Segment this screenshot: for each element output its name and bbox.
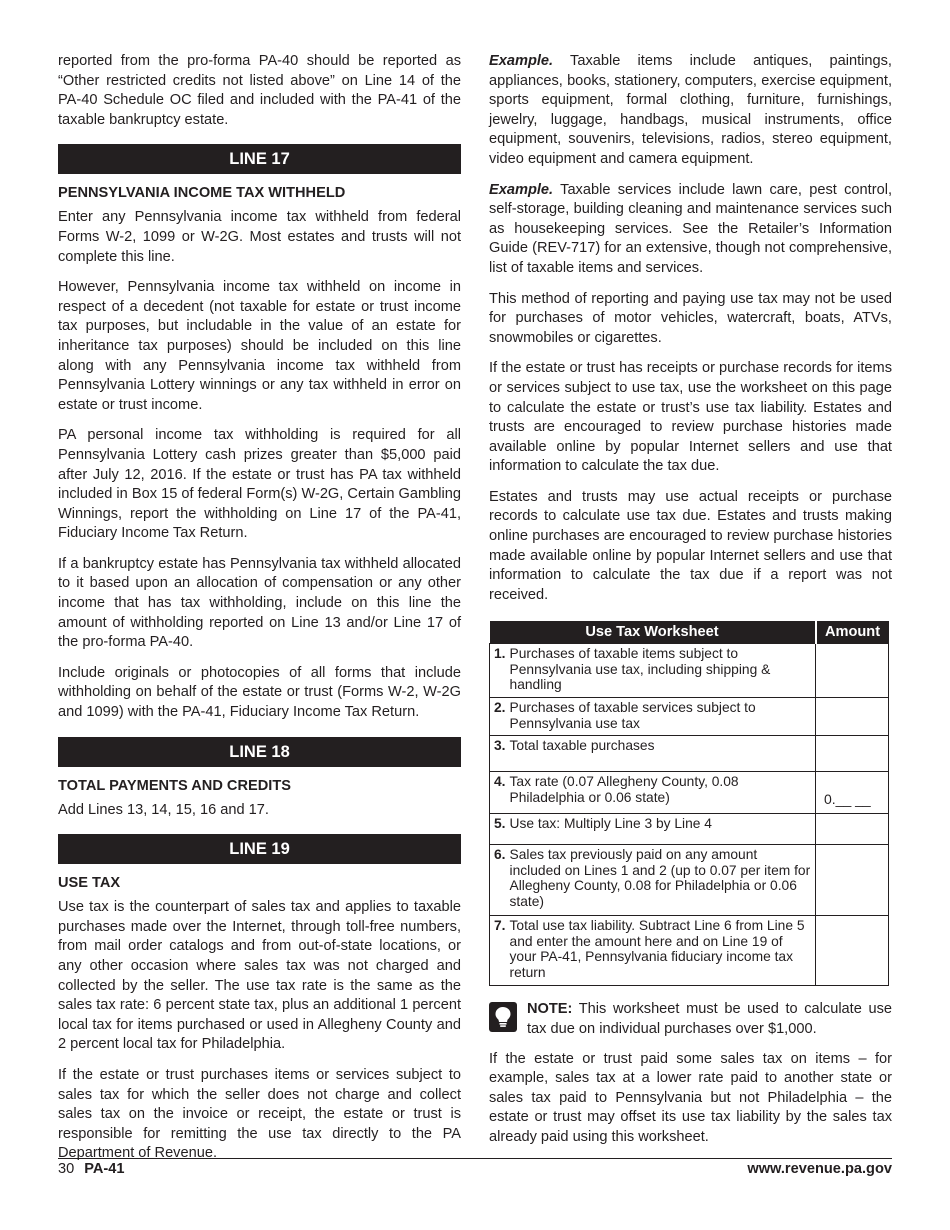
row-description: Tax rate (0.07 Allegheny County, 0.08 Philadelphia or 0.06 state) xyxy=(509,774,739,805)
line-18-paragraph: Add Lines 13, 14, 15, 16 and 17. xyxy=(58,801,269,818)
row-description: Total use tax liability. Subtract Line 6 from Line 5 and enter the amount here and on Line 19 of your PA-41, Pennsylvania fiduciary income tax return xyxy=(509,918,805,980)
footer-left xyxy=(58,1161,125,1177)
worksheet-row xyxy=(490,644,889,698)
amount-field[interactable] xyxy=(816,814,889,845)
line-17-paragraph: However, Pennsylvania income tax withheld on income in respect of a decedent (not taxable for estate or trust income tax purposes, but includable in the value of an estate for inheritance tax purposes) should be included on this line along with any Pennsylvania income tax withheld from Pennsylvania Lottery winnings or any tax withheld in error on estate or trust income. xyxy=(58,279,461,413)
tax-rate-field[interactable]: 0.__ __ xyxy=(816,772,889,814)
right-column xyxy=(489,52,892,1159)
row-description: Purchases of taxable items subject to Pennsylvania use tax, including shipping & handling xyxy=(509,646,771,693)
worksheet-row xyxy=(490,916,889,986)
row-number: 3. xyxy=(494,738,506,754)
body-paragraph: If the estate or trust has receipts or purchase records for items or services subject to use tax, use the worksheet on this page to calculate the estate or trust’s use tax liability. Estates and trusts are encouraged to review purchase histories made available online by popular Internet sellers and use that information to calculate the tax due. xyxy=(489,360,892,475)
note-box xyxy=(489,1000,892,1039)
example-items-paragraph xyxy=(489,52,892,170)
amount-field[interactable] xyxy=(816,845,889,916)
footer-divider xyxy=(58,1158,892,1159)
row-number: 4. xyxy=(494,774,506,790)
example-text: Taxable items include antiques, paintings, appliances, books, stationery, computers, exercise equipment, sports equipment, formal clothing, furniture, furnishings, jewelry, luggage, handbags, musical instruments, office equipment, souvenirs, televisions, radios, stereo equipment, video equipment and camera equipment. xyxy=(489,53,892,167)
amount-field[interactable] xyxy=(816,736,889,772)
line-17-banner: LINE 17 xyxy=(58,144,461,174)
form-id: PA-41 xyxy=(84,1161,125,1177)
line-17-paragraph: Include originals or photocopies of all forms that include withholding on behalf of the estate or trust (Forms W-2, W-2G and 1099) with the PA-41, Fiduciary Income Tax Return. xyxy=(58,664,461,721)
intro-paragraph: reported from the pro-forma PA-40 should be reported as “Other restricted credits not listed above” on Line 14 of the PA-40 Schedule OC filed and included with the PA-41 of the taxable bankruptcy estate. xyxy=(58,53,461,128)
line-17-paragraph: PA personal income tax withholding is required for all Pennsylvania Lottery cash prizes greater than $5,000 paid after July 12, 2016. If the estate or trust has PA tax withheld included in Box 15 of federal Form(s) W-2G, Certain Gambling Winnings, report the withholding on Line 17 of the PA-41, Fiduciary Income Tax Return. xyxy=(58,427,461,542)
amount-header: Amount xyxy=(816,621,889,644)
closing-paragraph: If the estate or trust paid some sales tax on items – for example, sales tax at a lower rate paid to another state or sales tax paid to Pennsylvania but not Philadelphia – the estate or trust may offset its use tax liability by the sales tax already paid using this worksheet. xyxy=(489,1050,892,1145)
worksheet-row xyxy=(490,698,889,736)
line-17-heading: PENNSYLVANIA INCOME TAX WITHHELD xyxy=(58,185,346,202)
footer-website: www.revenue.pa.gov xyxy=(747,1161,892,1177)
worksheet-row xyxy=(490,814,889,845)
example-label: Example. xyxy=(489,181,554,198)
example-services-paragraph xyxy=(489,181,892,279)
worksheet-row xyxy=(490,736,889,772)
line-19-paragraph: Use tax is the counterpart of sales tax and applies to taxable purchases made over the Internet, through toll-free numbers, from mail order catalogs and from out-of-state locations, or any other occasion where sales tax was not charged and collected by the seller. The use tax rate is the same as the sales tax rate: 6 percent state tax, plus an additional 1 percent local tax for items purchased or used in Allegheny County and 2 percent local tax for Philadelphia. xyxy=(58,899,461,1053)
page-number: 30 xyxy=(58,1161,75,1177)
line-18-heading: TOTAL PAYMENTS AND CREDITS xyxy=(58,777,291,794)
amount-field[interactable] xyxy=(816,644,889,698)
note-text xyxy=(527,1000,892,1039)
amount-field[interactable] xyxy=(816,698,889,736)
row-number: 7. xyxy=(494,918,506,934)
amount-field[interactable] xyxy=(816,916,889,986)
row-description: Sales tax previously paid on any amount included on Lines 1 and 2 (up to 0.07 per item for Allegheny County, 0.08 for Philadelphia or 0.06 state) xyxy=(509,847,811,909)
line-17-paragraph: If a bankruptcy estate has Pennsylvania tax withheld allocated to it based upon an allocation of compensation or any other income that has tax withholding, include on this line the amount of withholding reported on Line 13 and/or Line 17 of the pro-forma PA-40. xyxy=(58,555,461,651)
line-19-paragraph: If the estate or trust purchases items or services subject to sales tax for which the seller does not charge and collect sales tax on the invoice or receipt, the estate or trust is responsible for remitting the use tax directly to the PA Department of Revenue. xyxy=(58,1066,461,1162)
line-17-paragraph: Enter any Pennsylvania income tax withheld from federal Forms W-2, 1099 or W-2G. Most estates and trusts will not complete this line. xyxy=(58,209,461,265)
row-description: Purchases of taxable services subject to Pennsylvania use tax xyxy=(509,700,756,731)
line-19-banner: LINE 19 xyxy=(58,834,461,864)
body-paragraph: Estates and trusts may use actual receipts or purchase records to calculate use tax due. Estates and trusts making online purchases are encouraged to review purchase histories made available online by popular Internet sellers and use that information to calculate the tax due if a report was not received. xyxy=(489,488,892,603)
row-description: Use tax: Multiply Line 3 by Line 4 xyxy=(509,816,712,832)
row-description: Total taxable purchases xyxy=(509,738,655,754)
body-paragraph: This method of reporting and paying use tax may not be used for purchases of motor vehicles, watercraft, boats, ATVs, snowmobiles or cigarettes. xyxy=(489,290,892,346)
lightbulb-icon xyxy=(489,1002,517,1032)
example-text: Taxable services include lawn care, pest control, self-storage, building cleaning and maintenance services such as housekeeping services. See the Retailer’s Information Guide (REV-717) for an extensive, though not comprehensive, list of taxable items and services. xyxy=(489,181,892,276)
use-tax-worksheet-table xyxy=(489,621,889,986)
worksheet-header: Use Tax Worksheet xyxy=(490,621,816,644)
row-number: 2. xyxy=(494,700,506,716)
example-label: Example. xyxy=(489,53,554,69)
line-19-heading: USE TAX xyxy=(58,875,121,892)
row-number: 6. xyxy=(494,847,506,863)
left-column xyxy=(58,52,461,1175)
row-number: 1. xyxy=(494,646,506,662)
worksheet-row xyxy=(490,772,889,814)
row-number: 5. xyxy=(494,816,506,832)
line-18-banner: LINE 18 xyxy=(58,737,461,767)
worksheet-row xyxy=(490,845,889,916)
note-label: NOTE: xyxy=(527,1001,573,1018)
note-body: This worksheet must be used to calculate use tax due on individual purchases over $1,000. xyxy=(527,1001,892,1038)
